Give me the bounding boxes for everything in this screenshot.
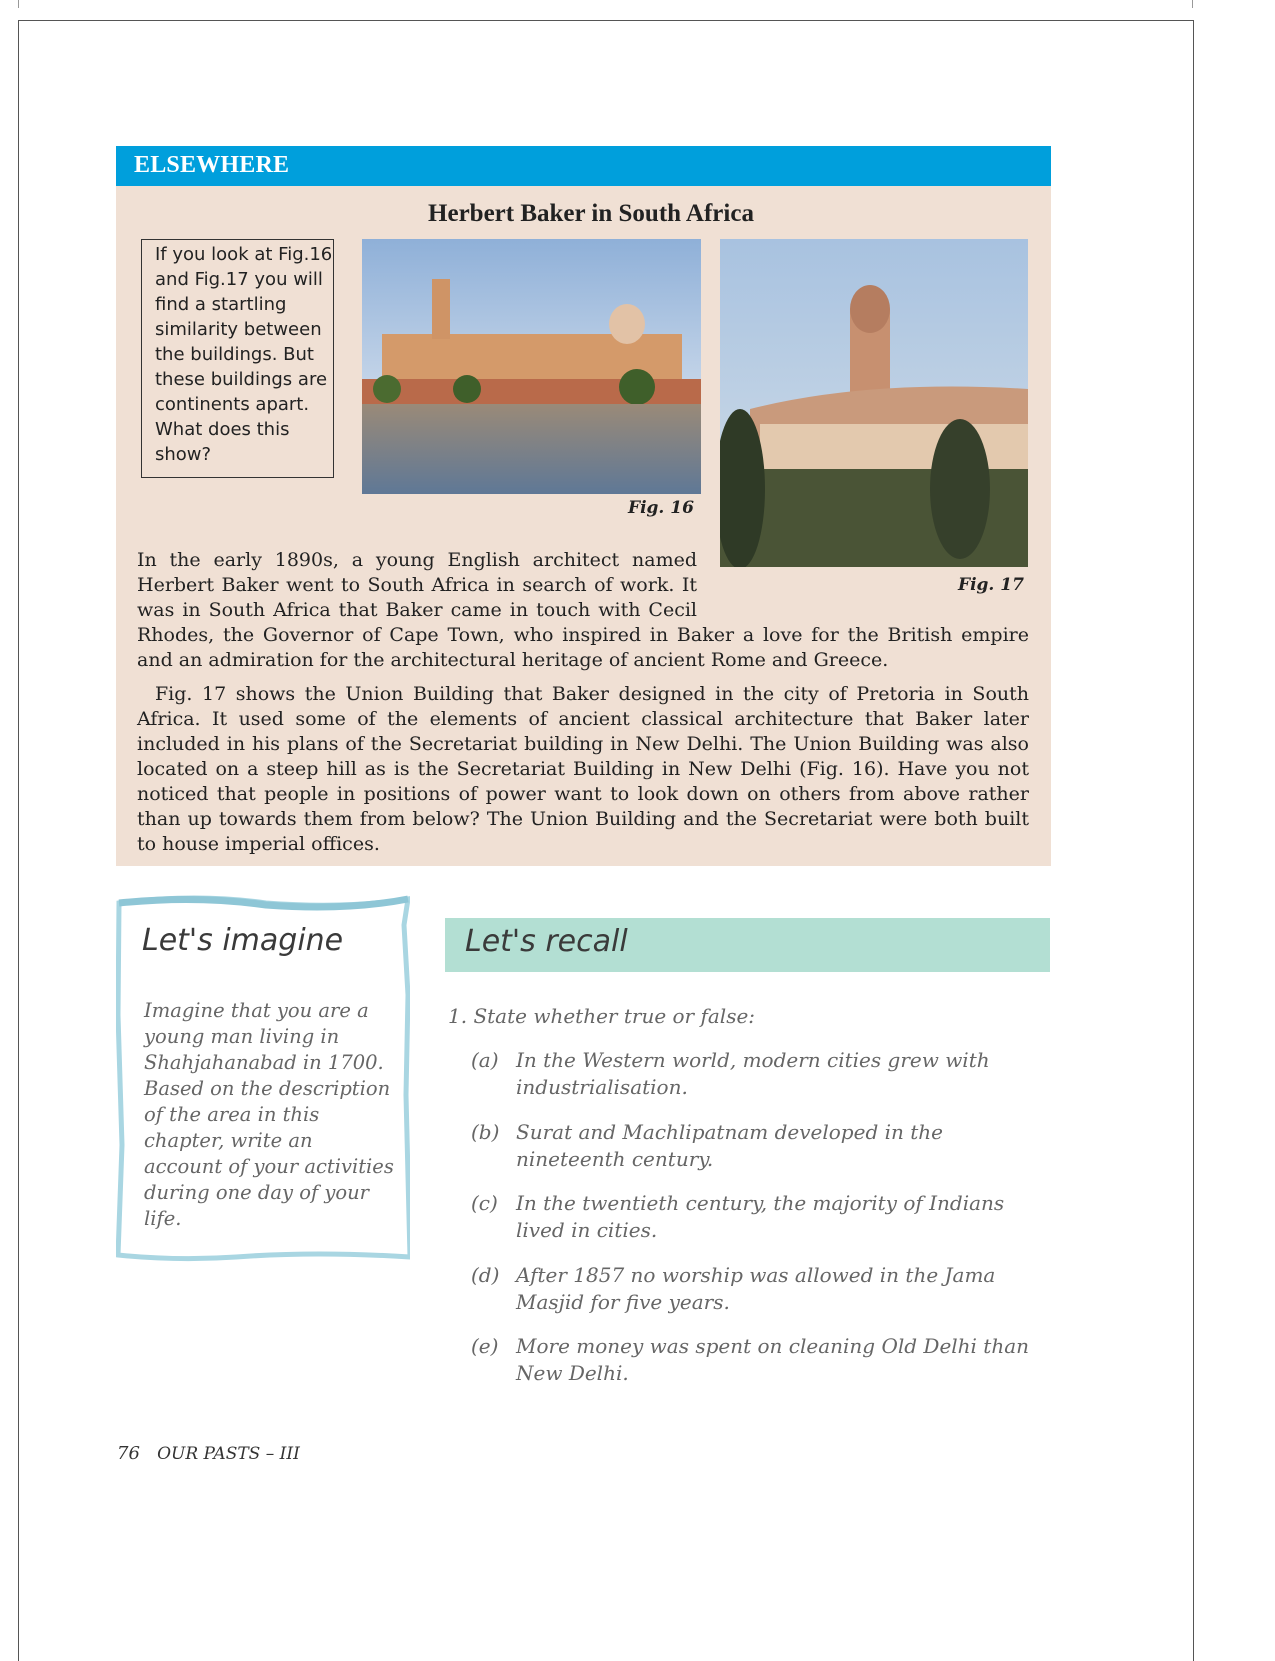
book-title: OUR PASTS – III — [157, 1444, 300, 1464]
elsewhere-box — [116, 186, 1051, 866]
item-text: In the twentieth century, the majority of Indians lived in cities. — [516, 1191, 1005, 1242]
lets-imagine-title: Let's imagine — [142, 923, 344, 958]
fig17-caption: Fig. 17 — [958, 575, 1024, 595]
crop-mark — [1192, 0, 1193, 8]
item-label: (c) — [471, 1191, 498, 1215]
fig16-caption: Fig. 16 — [628, 498, 694, 518]
paragraph: In the early 1890s, a young English architect named Herbert Baker went to South Africa in search of work. It was in South Africa that Baker came in touch with Cecil Rhodes, the Governor of Cape Town, who inspired in Baker a love for the British empire and an admiration for the architectural heritage of ancient Rome and Greece. — [137, 549, 1029, 671]
fig16-secretariat-image — [362, 239, 701, 494]
lets-recall-title: Let's recall — [465, 924, 628, 959]
item-text: After 1857 no worship was allowed in the Jama Masjid for five years. — [516, 1263, 996, 1314]
elsewhere-body — [137, 548, 1029, 866]
question-1: 1. State whether true or false: — [448, 1004, 756, 1028]
lets-recall-header — [445, 918, 1050, 972]
elsewhere-label: ELSEWHERE — [134, 152, 290, 178]
question-box: If you look at Fig.16 and Fig.17 you will find a startling similarity between the buildings. But these buildings are continents apart. What does this show? — [141, 239, 334, 478]
item-label: (e) — [471, 1334, 499, 1358]
fig17-union-building-image — [720, 239, 1028, 567]
item-text: Surat and Machlipatnam developed in the nineteenth century. — [516, 1120, 943, 1171]
lets-imagine-box — [116, 895, 410, 1262]
item-label: (d) — [471, 1263, 500, 1287]
section-title: Herbert Baker in South Africa — [428, 200, 754, 227]
page-footer — [117, 1443, 300, 1464]
elsewhere-header — [116, 146, 1051, 186]
lets-imagine-text: Imagine that you are a young man living in Shahjahanabad in 1700. Based on the description of the area in this chapter, write an account of your activities during one day of your life. — [144, 999, 394, 1230]
item-text: More money was spent on cleaning Old Delhi than New Delhi. — [516, 1334, 1030, 1385]
crop-mark — [18, 0, 19, 8]
page-number: 76 — [117, 1443, 140, 1464]
item-text: In the Western world, modern cities grew with industrialisation. — [516, 1048, 990, 1099]
paragraph: Fig. 17 shows the Union Building that Baker designed in the city of Pretoria in South Africa. It used some of the elements of ancient classical architecture that Baker later included in his plans of the Secretariat building in New Delhi. The Union Building was also located on a steep hill as is the Secretariat Building in New Delhi (Fig. 16). Have you not noticed that people in positions of power want to look down on others from above rather than up towards them from below? The Union Building and the Secretariat were both built to house imperial offices. — [137, 683, 1029, 855]
item-label: (a) — [471, 1048, 499, 1072]
item-label: (b) — [471, 1120, 500, 1144]
